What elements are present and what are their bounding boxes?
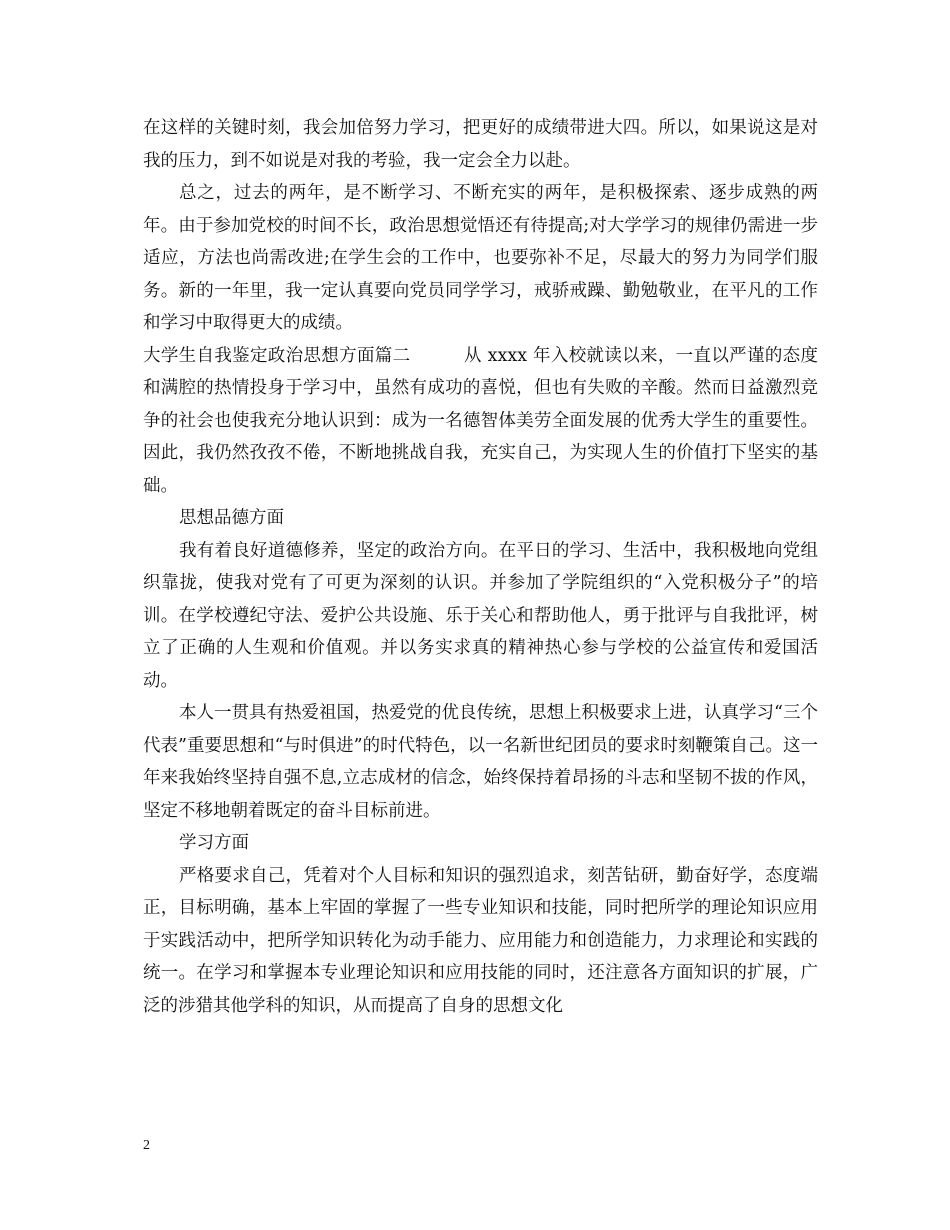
paragraph-5: 我有着良好道德修养，坚定的政治方向。在平日的学习、生活中，我积极地向党组织靠拢，使我对党有了可更为深刻的认识。并参加了学院组织的“入党积极分子”的培训。在学校遵纪守法、爱护公共设施、乐于关心和帮助他人，勇于批评与自我批评，树立了正确的人生观和价值观。并以务实求真的精神热心参与学校的公益宣传和爱国活动。 bbox=[143, 540, 818, 691]
subheading-study: 学习方面 bbox=[179, 833, 249, 853]
paragraph-8: 严格要求自己，凭着对个人目标和知识的强烈追求，刻苦钻研，勤奋好学，态度端正，目标明确，基本上牢固的掌握了一些专业知识和技能，同时把所学的理论知识应用于实践活动中，把所学知识转化为动手能力、应用能力和创造能力，力求理论和实践的统一。在学习和掌握本专业理论知识和应用技能的同时，还注意各方面知识的扩展，广泛的涉猎其他学科的知识，从而提高了自身的思想文化 bbox=[143, 865, 818, 1016]
paragraph-2: 总之，过去的两年，是不断学习、不断充实的两年，是积极探索、逐步成熟的两年。由于参加党校的时间不长，政治思想觉悟还有待提高;对大学学习的规律仍需进一步适应，方法也尚需改进;在学生会的工作中，也要弥补不足，尽最大的努力为同学们服务。新的一年里，我一定认真要向党员同学学习，戒骄戒躁、勤勉敬业，在平凡的工作和学习中取得更大的成绩。 bbox=[143, 183, 818, 333]
paragraph-1: 在这样的关键时刻，我会加倍努力学习，把更好的成绩带进大四。所以，如果说这是对我的压力，到不如说是对我的考验，我一定会全力以赴。 bbox=[143, 118, 818, 171]
subheading-ideology: 思想品德方面 bbox=[179, 508, 284, 528]
page-number: 2 bbox=[143, 1138, 150, 1153]
document-body bbox=[143, 112, 818, 1022]
paragraph-6: 本人一贯具有热爱祖国，热爱党的优良传统，思想上积极要求上进，认真学习“三个代表”重要思想和“与时俱进”的时代特色，以一名新世纪团员的要求时刻鞭策自己。这一年来我始终坚持自强不息,立志成材的信念，始终保持着昂扬的斗志和坚韧不拔的作风，坚定不移地朝着既定的奋斗目标前进。 bbox=[143, 703, 818, 821]
paragraph-3-section-title: 大学生自我鉴定政治思想方面篇二 从 xxxx 年入校就读以来，一直以严谨的态度和满腔的热情投身于学习中，虽然有成功的喜悦，但也有失败的辛酸。然而日益激烈竞争的社会也使我充分地认识到：成为一名德智体美劳全面发展的优秀大学生的重要性。因此，我仍然孜孜不倦，不断地挑战自我，充实自己，为实现人生的价值打下坚实的基础。 bbox=[143, 345, 818, 496]
